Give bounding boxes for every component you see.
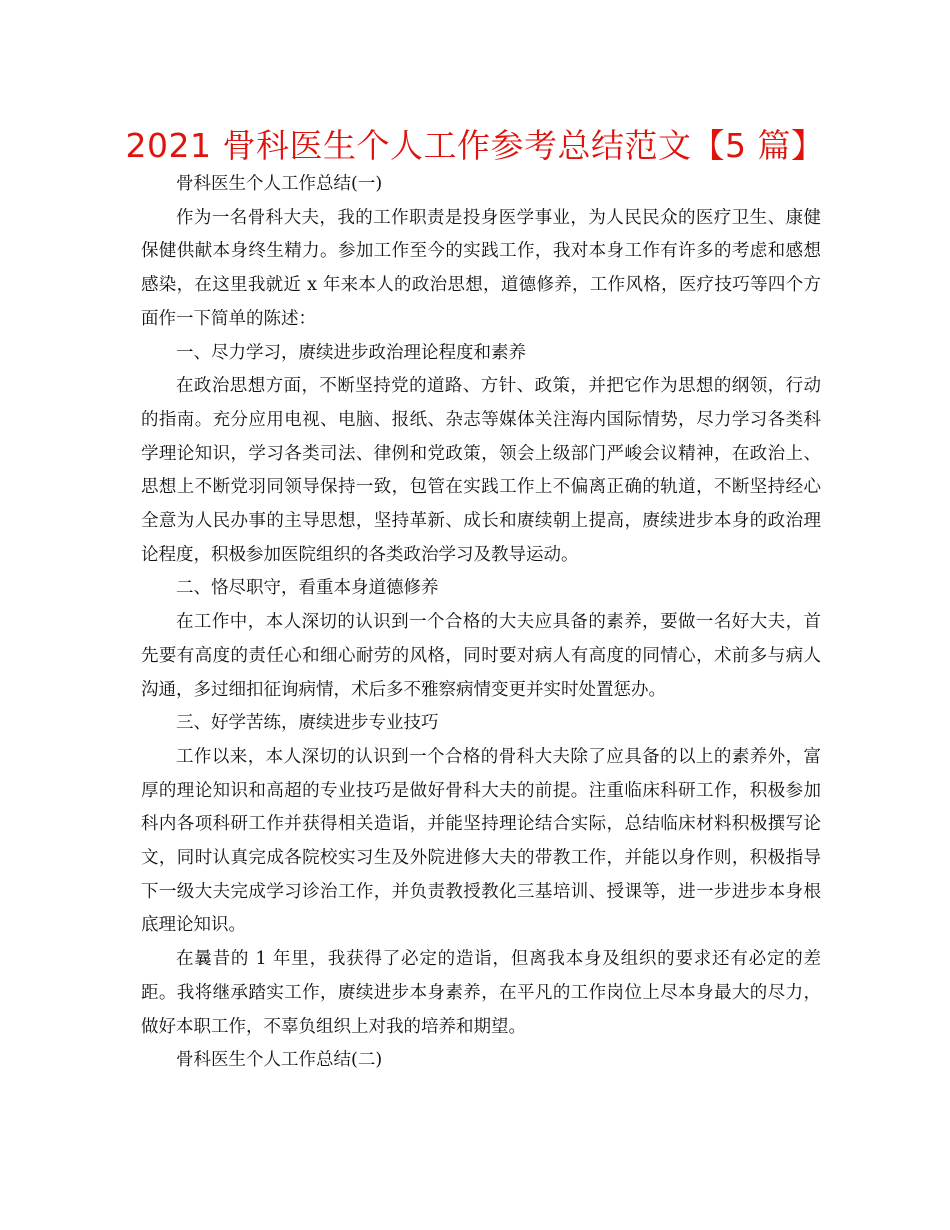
paragraph-conclusion: 在曩昔的 1 年里，我获得了必定的造诣，但离我本身及组织的要求还有必定的差距。我将继承踏实工作，赓续进步本身素养，在平凡的工作岗位上尽本身最大的尽力，做好本职工作，不辜负组织上对我的培养和期望。 — [141, 949, 821, 1037]
section-heading-2: 骨科医生个人工作总结(二) — [176, 1050, 383, 1071]
subheading-skills: 三、好学苦练，赓续进步专业技巧 — [176, 713, 439, 734]
document-body — [141, 168, 821, 1078]
document-title: 2021 骨科医生个人工作参考总结范文【5 篇】 — [125, 126, 825, 165]
paragraph-politics: 在政治思想方面，不断坚持党的道路、方针、政策，并把它作为思想的纲领，行动的指南。充分应用电视、电脑、报纸、杂志等媒体关注海内国际情势，尽力学习各类科学理论知识，学习各类司法、律例和党政策，领会上级部门严峻会议精神，在政治上、思想上不断党羽同领导保持一致，包管在实践工作上不偏离正确的轨道，不断坚持经心全意为人民办事的主导思想，坚持革新、成长和赓续朝上提高，赓续进步本身的政治理论程度，积极参加医院组织的各类政治学习及教导运动。 — [141, 376, 821, 565]
paragraph-ethics: 在工作中，本人深切的认识到一个合格的大夫应具备的素养，要做一名好大夫，首先要有高度的责任心和细心耐劳的风格，同时要对病人有高度的同情心，术前多与病人沟通，多过细扣征询病情，术后多不雅察病情变更并实时处置惩办。 — [141, 612, 821, 700]
subheading-study: 一、尽力学习，赓续进步政治理论程度和素养 — [176, 342, 526, 363]
paragraph-skills: 工作以来，本人深切的认识到一个合格的骨科大夫除了应具备的以上的素养外，富厚的理论知识和高超的专业技巧是做好骨科大夫的前提。注重临床科研工作，积极参加科内各项科研工作并获得相关造诣，并能坚持理论结合实际，总结临床材料积极撰写论文，同时认真完成各院校实习生及外院进修大夫的带教工作，并能以身作则，积极指导下一级大夫完成学习诊治工作，并负责教授教化三基培训、授课等，进一步进步本身根底理论知识。 — [141, 746, 821, 936]
section-heading-1: 骨科医生个人工作总结(一) — [176, 174, 383, 194]
subheading-duty: 二、恪尽职守，看重本身道德修养 — [176, 578, 439, 599]
paragraph-intro: 作为一名骨科大夫，我的工作职责是投身医学事业，为人民民众的医疗卫生、康健保健供献本身终生精力。参加工作至今的实践工作，我对本身工作有许多的考虑和感想感染，在这里我就近 x 年来本人的政治思想，道德修养，工作风格，医疗技巧等四个方面作一下简单的陈述： — [141, 207, 821, 329]
